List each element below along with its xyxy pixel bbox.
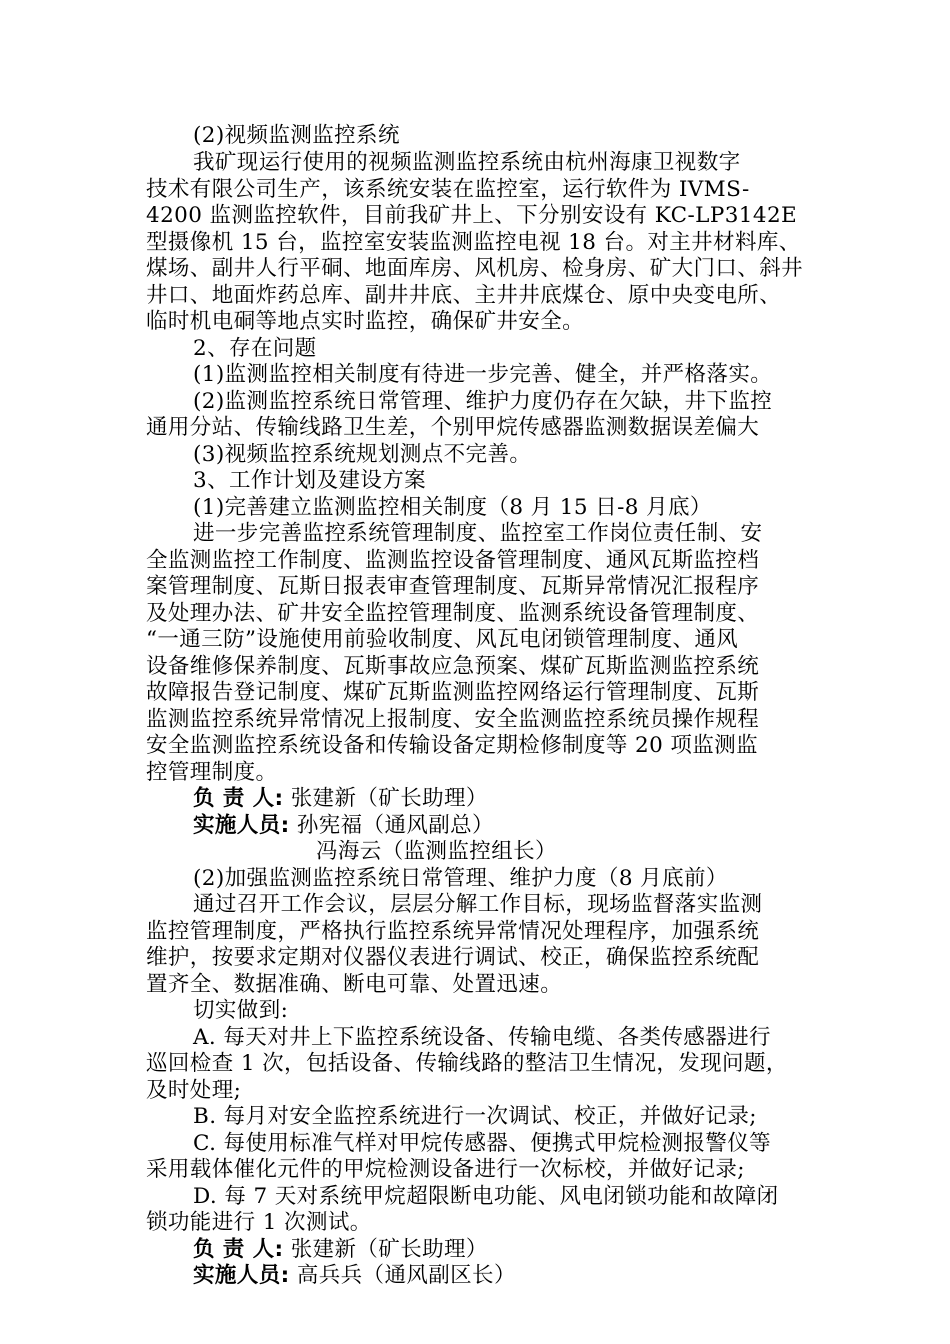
paragraph-line: 井口、地面炸药总库、副井井底、主井井底煤仓、原中央变电所、 xyxy=(146,283,782,308)
paragraph-line: 临时机电硐等地点实时监控，确保矿井安全。 xyxy=(146,309,585,334)
paragraph-line: 通用分站、传输线路卫生差，个别甲烷传感器监测数据误差偏大 xyxy=(146,415,760,440)
paragraph-line: 巡回检查 1 次，包括设备、传输线路的整洁卫生情况，发现问题， xyxy=(146,1051,788,1076)
paragraph-line: 安全监测监控系统设备和传输设备定期检修制度等 20 项监测监 xyxy=(146,733,759,758)
paragraph-line: 案管理制度、瓦斯日报表审查管理制度、瓦斯异常情况汇报程序 xyxy=(146,574,760,599)
implementer-label: 实施人员: xyxy=(193,813,290,838)
list-item: (1)监测监控相关制度有待进一步完善、健全，并严格落实。 xyxy=(193,362,773,387)
implementer-name: 孙宪福（通风副总） xyxy=(289,813,494,838)
section-heading: (2)视频监测监控系统 xyxy=(193,123,400,148)
responsible-name: 张建新（矿长助理） xyxy=(283,786,488,811)
paragraph-line: 设备维修保养制度、瓦斯事故应急预案、煤矿瓦斯监测监控系统 xyxy=(146,654,760,679)
list-item: C. 每使用标准气样对甲烷传感器、便携式甲烷检测报警仪等 xyxy=(193,1131,772,1156)
paragraph-line: 及处理办法、矿井安全监控管理制度、监测系统设备管理制度、 xyxy=(146,601,760,626)
list-item: A. 每天对井上下监控系统设备、传输电缆、各类传感器进行 xyxy=(193,1025,771,1050)
list-item: (2)监测监控系统日常管理、维护力度仍存在欠缺，井下监控 xyxy=(193,389,773,414)
paragraph-line: 及时处理; xyxy=(146,1078,242,1103)
implementer-name-2: 冯海云（监测监控组长） xyxy=(316,839,557,864)
paragraph-line: 4200 监测监控软件，目前我矿井上、下分别安设有 KC-LP3142E xyxy=(146,203,798,228)
paragraph-line: 我矿现运行使用的视频监测监控系统由杭州海康卫视数字 xyxy=(193,150,741,175)
paragraph-line: 型摄像机 15 台，监控室安装监测监控电视 18 台。对主井材料库、 xyxy=(146,230,801,255)
paragraph-line: 通过召开工作会议，层层分解工作目标，现场监督落实监测 xyxy=(193,892,763,917)
paragraph-line: 维护，按要求定期对仪器仪表进行调试、校正，确保监控系统配 xyxy=(146,945,760,970)
section-heading: 3、工作计划及建设方案 xyxy=(193,468,427,493)
list-item: (3)视频监控系统规划测点不完善。 xyxy=(193,442,532,467)
implementer-row xyxy=(193,813,494,839)
paragraph-line: 监测监控系统异常情况上报制度、安全监测监控系统员操作规程 xyxy=(146,707,760,732)
paragraph-line: 监控管理制度，严格执行监控系统异常情况处理程序，加强系统 xyxy=(146,919,760,944)
implementer-label: 实施人员: xyxy=(193,1263,290,1288)
paragraph-line: 置齐全、数据准确、断电可靠、处置迅速。 xyxy=(146,972,563,997)
list-item: (1)完善建立监测监控相关制度（8 月 15 日-8 月底） xyxy=(193,495,712,520)
responsible-name: 张建新（矿长助理） xyxy=(283,1237,488,1262)
implementer-name: 高兵兵（通风副区长） xyxy=(289,1263,516,1288)
paragraph-line: 技术有限公司生产，该系统安装在监控室，运行软件为 IVMS- xyxy=(146,177,750,202)
paragraph-line: 控管理制度。 xyxy=(146,760,278,785)
responsible-label: 负 责 人: xyxy=(193,1237,284,1262)
list-item: (2)加强监测监控系统日常管理、维护力度（8 月底前） xyxy=(193,866,728,891)
paragraph-line: 进一步完善监控系统管理制度、监控室工作岗位责任制、安 xyxy=(193,521,763,546)
section-heading: 2、存在问题 xyxy=(193,336,317,361)
responsible-label: 负 责 人: xyxy=(193,786,284,811)
paragraph-line: 采用载体催化元件的甲烷检测设备进行一次标校，并做好记录; xyxy=(146,1157,745,1182)
paragraph-line: “一通三防”设施使用前验收制度、风瓦电闭锁管理制度、通风 xyxy=(146,627,739,652)
implementer-row xyxy=(193,1263,516,1289)
list-item: D. 每 7 天对系统甲烷超限断电功能、风电闭锁功能和故障闭 xyxy=(193,1184,779,1209)
paragraph-line: 故障报告登记制度、煤矿瓦斯监测监控网络运行管理制度、瓦斯 xyxy=(146,680,760,705)
list-item: B. 每月对安全监控系统进行一次调试、校正，并做好记录; xyxy=(193,1104,757,1129)
paragraph-line: 锁功能进行 1 次测试。 xyxy=(146,1210,372,1235)
paragraph-line: 切实做到: xyxy=(193,998,289,1023)
responsible-person-row xyxy=(193,1237,488,1263)
paragraph-line: 全监测监控工作制度、监测监控设备管理制度、通风瓦斯监控档 xyxy=(146,548,760,573)
responsible-person-row xyxy=(193,786,488,812)
paragraph-line: 煤场、副井人行平硐、地面库房、风机房、检身房、矿大门口、斜井 xyxy=(146,256,804,281)
